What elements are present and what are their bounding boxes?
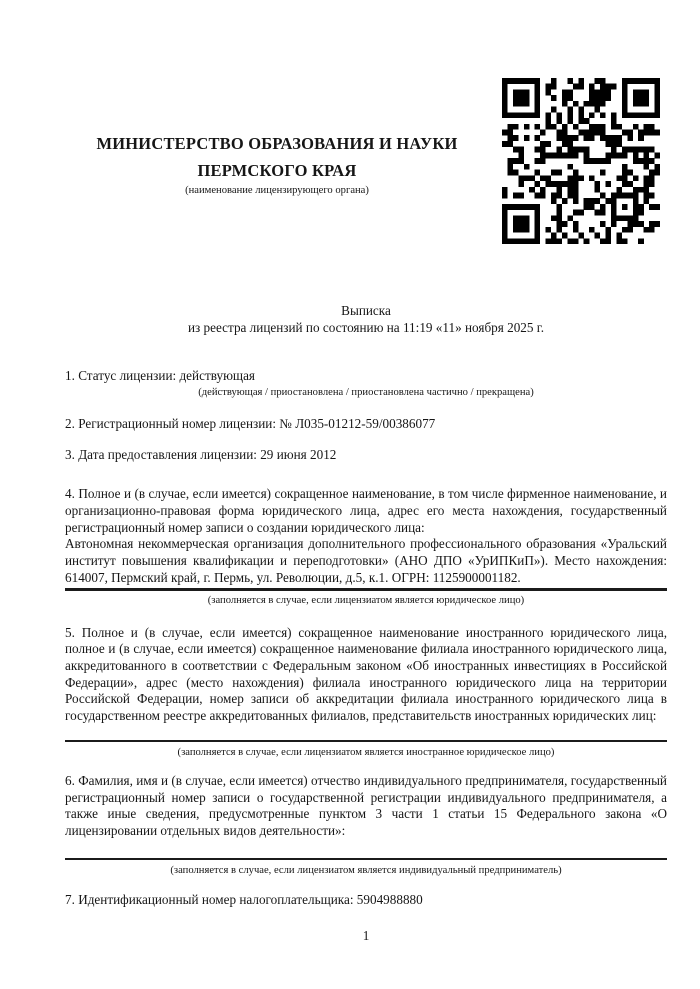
- item-3-grant-date: 3. Дата предоставления лицензии: 29 июня 2012: [65, 447, 337, 463]
- document-title-line2: из реестра лицензий по состоянию на 11:19 «11» ноября 2025 г.: [187, 320, 545, 335]
- item-1-caption: (действующая / приостановлена / приостановлена частично / прекращена): [198, 386, 534, 398]
- licensing-authority-block: [65, 130, 489, 198]
- item-4-rule-line: [65, 588, 667, 590]
- item-4-prompt: 4. Полное и (в случае, если имеется) сокращенное наименование, в том числе фирменное наименование, и организационно-правовая форма юридического лица, адрес его места нахождения, государственный регистрационный номер записи о создании юридического лица:: [65, 486, 667, 535]
- item-5-rule-line: [65, 740, 667, 742]
- document-content: [65, 0, 667, 944]
- item-4-legal-entity: [65, 486, 667, 586]
- item-5-foreign-entity: 5. Полное и (в случае, если имеется) сокращенное наименование иностранного юридического лица, полное и (в случае, если имеется) сокращенное наименование филиала иностранного юридического лица, аккредитованного в соответствии с Федеральным законом «Об иностранных инвестициях в Российской Федерации», адрес (место нахождения) филиала иностранного юридического лица на территории Российской Федерации, номер записи об аккредитации филиала иностранного юридического лица в государственном реестре аккредитованных филиалов, представительств иностранных юридических лиц:: [65, 624, 667, 724]
- item-6-caption: (заполняется в случае, если лицензиатом является индивидуальный предприниматель): [170, 864, 562, 876]
- item-6-entrepreneur: 6. Фамилия, имя и (в случае, если имеется) отчество индивидуального предпринимателя, государственный регистрационный номер записи о государственной регистрации индивидуального предпринимателя, а также иные сведения, предусмотренные пунктом 3 части 1 статьи 15 Федерального закона «О лицензировании отдельных видов деятельности»:: [65, 772, 667, 839]
- page-number: 1: [362, 927, 370, 943]
- ministry-name: МИНИСТЕРСТВО ОБРАЗОВАНИЯ И НАУКИ ПЕРМСКОГО КРАЯ: [96, 134, 458, 180]
- item-4-value: Автономная некоммерческая организация дополнительного профессионального образования «Уральский институт повышения квалификации и переподготовки» (АНО ДПО «УрИПКиП»). Место нахождения: 614007, Пермский край, г. Пермь, ул. Революции, д.5, к.1. ОГРН: 1125900001182.: [65, 536, 667, 585]
- document-title: [65, 302, 667, 336]
- item-1-license-status: 1. Статус лицензии: действующая: [65, 368, 256, 383]
- document-title-line1: Выписка: [341, 303, 391, 318]
- item-6-rule-line: [65, 858, 667, 860]
- item-2-registration-number: 2. Регистрационный номер лицензии: № Л035-01212-59/00386077: [65, 415, 436, 431]
- item-5-caption: (заполняется в случае, если лицензиатом является иностранное юридическое лицо): [177, 746, 555, 758]
- ministry-caption: (наименование лицензирующего органа): [185, 185, 369, 196]
- item-7-taxpayer-id: 7. Идентификационный номер налогоплательщика: 5904988880: [65, 891, 423, 907]
- item-4-caption: (заполняется в случае, если лицензиатом является юридическое лицо): [207, 594, 525, 606]
